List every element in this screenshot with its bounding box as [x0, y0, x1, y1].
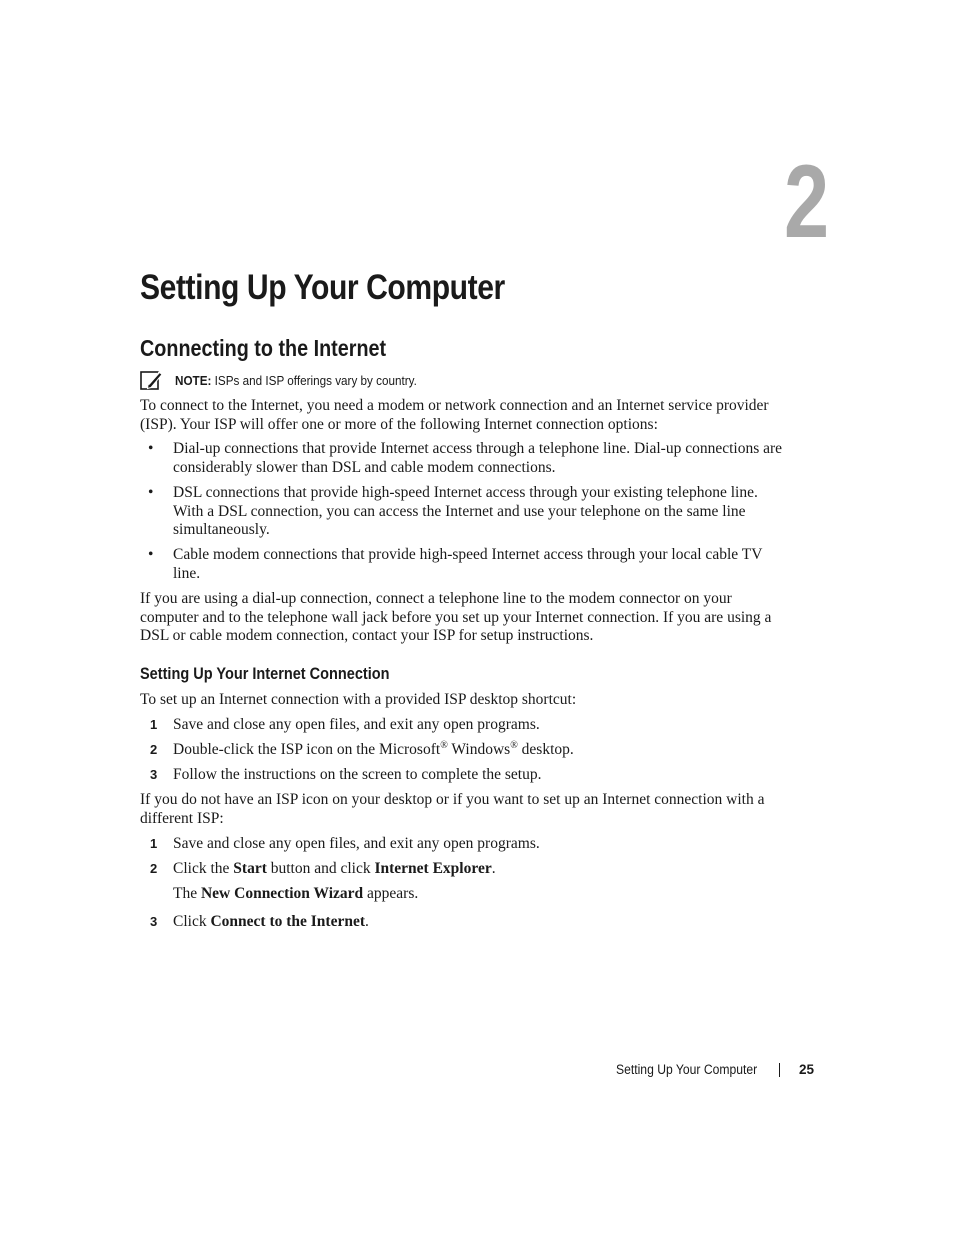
- registered-mark: ®: [510, 739, 518, 751]
- bullet-marker: •: [148, 484, 154, 501]
- note-text: ISPs and ISP offerings vary by country.: [211, 373, 417, 388]
- footer-divider: [779, 1063, 780, 1077]
- step-text-part: .: [491, 860, 496, 877]
- note-pencil-icon: [140, 369, 164, 391]
- step-text-part: Windows: [447, 741, 511, 758]
- ui-label-new-connection-wizard: New Connection Wizard: [200, 885, 364, 902]
- bullet-item-dsl: DSL connections that provide high-speed Internet access through your existing telephone line. With a DSL connection, you can access the Internet and use your telephone on the same line simultaneously.: [173, 484, 758, 538]
- step-text: [173, 913, 788, 932]
- step-text: Follow the instructions on the screen to complete the setup.: [173, 766, 542, 783]
- step-number: 1: [150, 836, 158, 851]
- alternate-intro: If you do not have an ISP icon on your desktop or if you want to set up an Internet connection with a different ISP:: [140, 791, 765, 827]
- bullet-marker: •: [148, 546, 154, 563]
- wizard-note: [173, 885, 788, 904]
- dialup-paragraph: If you are using a dial-up connection, connect a telephone line to the modem connector on your computer and to the telephone wall jack before you set up your Internet connection. If you are using a DSL or cable modem connection, contact your ISP for setup instructions.: [140, 590, 772, 644]
- note: [175, 372, 417, 389]
- step-text-part: Double-click the ISP icon on the Microsoft: [173, 741, 441, 758]
- step-text: [173, 741, 788, 760]
- step-number: 3: [150, 767, 158, 782]
- wizard-note-part: The: [173, 885, 201, 902]
- step-text: [173, 860, 788, 879]
- ui-label-start: Start: [233, 860, 267, 877]
- step-number: 2: [150, 742, 158, 757]
- footer-title: Setting Up Your Computer: [616, 1062, 758, 1077]
- subsection-intro: To set up an Internet connection with a provided ISP desktop shortcut:: [140, 691, 577, 708]
- registered-mark: ®: [440, 739, 448, 751]
- page-number: 25: [799, 1062, 815, 1077]
- step-text: Save and close any open files, and exit any open programs.: [173, 835, 540, 852]
- bullet-item-cable: Cable modem connections that provide high-speed Internet access through your local cable TV line.: [173, 546, 763, 582]
- step-text-part: Click the: [173, 860, 234, 877]
- step-text-part: .: [365, 913, 369, 930]
- subsection-title: Setting Up Your Internet Connection: [140, 665, 390, 683]
- step-number: 2: [150, 861, 158, 876]
- section-intro: To connect to the Internet, you need a modem or network connection and an Internet service provider (ISP). Your ISP will offer one or more of the following Internet connection options:: [140, 397, 769, 433]
- step-text-part: desktop.: [517, 741, 574, 758]
- section-title: Connecting to the Internet: [140, 335, 387, 361]
- chapter-title: Setting Up Your Computer: [140, 268, 505, 307]
- ui-label-internet-explorer: Internet Explorer: [374, 860, 492, 877]
- ui-label-connect-to-internet: Connect to the Internet: [210, 913, 366, 930]
- step-number: 3: [150, 914, 158, 929]
- wizard-note-part: appears.: [363, 885, 419, 902]
- step-text-part: button and click: [266, 860, 375, 877]
- step-text-part: Click: [173, 913, 211, 930]
- bullet-item-dialup: Dial-up connections that provide Internet access through a telephone line. Dial-up connections are considerably slower than DSL and cable modem connections.: [173, 440, 783, 476]
- step-number: 1: [150, 717, 158, 732]
- step-text: Save and close any open files, and exit any open programs.: [173, 716, 540, 733]
- note-label: NOTE:: [175, 373, 212, 388]
- chapter-number: 2: [784, 144, 830, 260]
- bullet-marker: •: [148, 440, 154, 457]
